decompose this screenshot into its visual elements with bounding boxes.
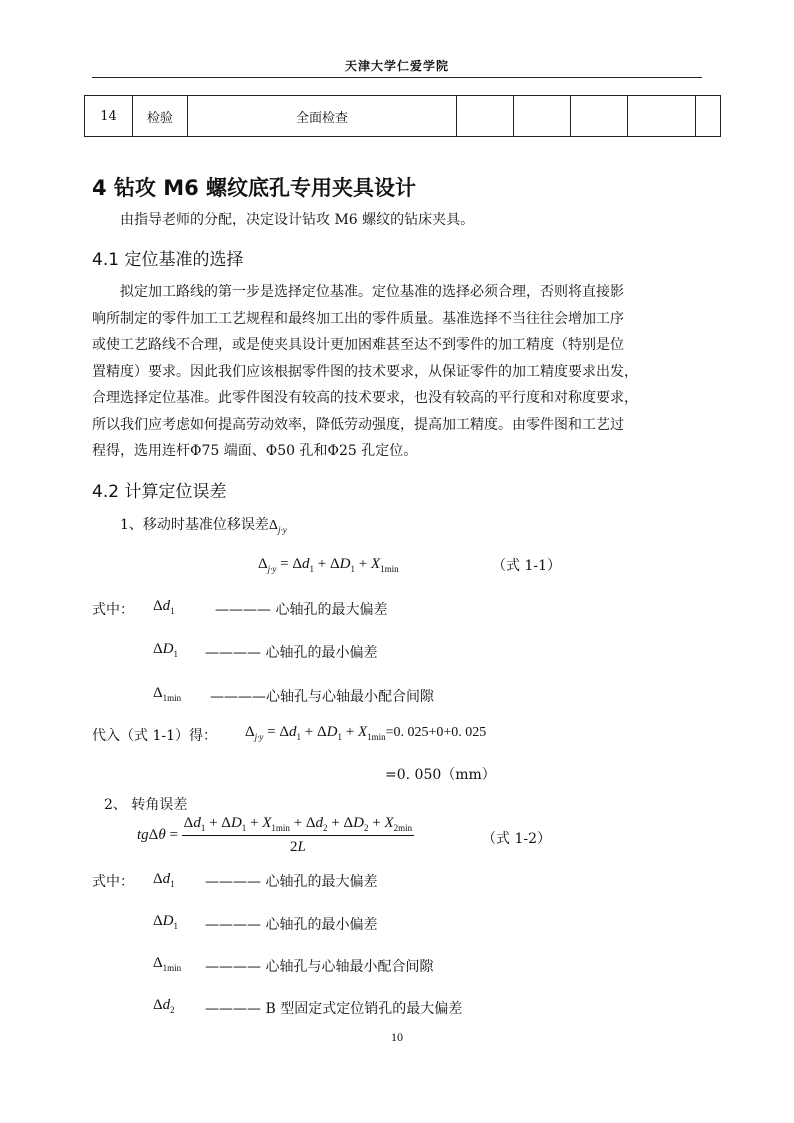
symbol-delta-D1: $\Delta D_1$ <box>153 913 178 931</box>
substitution-prefix: 代入（式 1-1）得： <box>92 728 217 744</box>
table-cell-empty <box>457 96 514 137</box>
table-cell-empty <box>696 96 721 137</box>
symbol-delta-D1: $\Delta D_1$ <box>153 641 178 659</box>
section-4-title: 4 钻攻 M6 螺纹底孔专用夹具设计 <box>92 176 417 200</box>
definition-line: ———— B 型固定式定位销孔的最大偏差 <box>205 1001 463 1017</box>
item-1-text: 1、移动时基准位移误差 <box>120 517 269 533</box>
substitution-equation: $\Delta_{j\cdot y} = \Delta d_1 + \Delta D_1 + X_{1min}=0$. 025+0+0. 025 <box>245 724 487 742</box>
header-rule <box>92 77 702 78</box>
definition-line: ———— 心轴孔的最大偏差 <box>215 602 388 618</box>
definition-line: ———— 心轴孔与心轴最小配合间隙 <box>205 959 434 975</box>
where-label-1: 式中： <box>92 602 134 618</box>
paragraph-line: 程得，选用连杆Φ75 端面、Φ50 孔和Φ25 孔定位。 <box>92 443 418 459</box>
result-value: =0. 050（mm） <box>385 767 496 783</box>
equation-1: $\Delta_{j\cdot y} = \Delta d_1 + \Delta D_1 + X_{1min}$ <box>258 556 399 574</box>
symbol-delta-d1: $\Delta d_1$ <box>153 871 175 889</box>
symbol-delta-d1: $\Delta d_1$ <box>153 598 175 616</box>
page-number: 10 <box>391 1030 403 1044</box>
paragraph-line: 或使工艺路线不合理，或是使夹具设计更加困难甚至达不到零件的加工精度（特别是位 <box>92 337 624 353</box>
item-2-line: 2、 转角误差 <box>104 797 188 813</box>
symbol-delta-1min: $\Delta_{1min}$ <box>153 685 182 703</box>
table-row <box>85 96 721 137</box>
section-4-1-title: 4.1 定位基准的选择 <box>92 250 244 270</box>
symbol-delta-1min: $\Delta_{1min}$ <box>153 955 182 973</box>
equation-2-label: （式 1-2） <box>482 831 551 847</box>
page-header-title: 天津大学仁爱学院 <box>344 59 449 73</box>
table-cell-empty <box>571 96 628 137</box>
paragraph-line: 响所制定的零件加工工艺规程和最终加工出的零件质量。基准选择不当往往会增加工序 <box>92 310 624 327</box>
paragraph-line: 合理选择定位基准。此零件图没有较高的技术要求，也没有较高的平行度和对称度要求， <box>92 390 638 406</box>
definition-line: ———— 心轴孔的最小偏差 <box>205 645 378 661</box>
table-cell-name: 检验 <box>133 96 188 137</box>
definition-line: ———— 心轴孔的最大偏差 <box>205 874 378 890</box>
table-cell-empty <box>628 96 696 137</box>
process-table <box>84 95 721 137</box>
paragraph-line: 拟定加工路线的第一步是选择定位基准。定位基准的选择必须合理，否则将直接影 <box>120 284 624 300</box>
substitution-value: =0. 025+0+0. 025 <box>385 725 487 740</box>
equation-2-fraction: $\frac{\Delta d_1 + \Delta D_1 + X_{1min} + \Delta d_2 + \Delta D_2 + X_{2min}}{2L}$ <box>183 815 413 855</box>
delta-symbol: $\Delta_{j\cdot y}$ <box>268 518 287 535</box>
section-4-2-title: 4.2 计算定位误差 <box>92 482 227 502</box>
paragraph-line: 置精度）要求。因此我们应该根据零件图的技术要求，从保证零件的加工精度要求出发， <box>92 363 638 380</box>
table-cell-content: 全面检查 <box>188 96 457 137</box>
section-4-1-body <box>92 279 732 465</box>
section-4-intro: 由指导老师的分配，决定设计钻攻 M6 螺纹的钻床夹具。 <box>120 212 475 228</box>
definition-line: ———— 心轴孔的最小偏差 <box>205 917 378 933</box>
definition-line: ————心轴孔与心轴最小配合间隙 <box>210 689 434 705</box>
equation-2: tgΔθ = $\frac{\Delta d_1 + \Delta D_1 + X_{1min} + \Delta d_2 + \Delta D_2 + X_{2min}}{2L}$ <box>137 815 413 855</box>
where-label-2: 式中： <box>92 874 134 890</box>
symbol-delta-d2: $\Delta d_2$ <box>153 997 175 1015</box>
item-1-line <box>120 512 287 543</box>
equation-1-label: （式 1-1） <box>492 558 561 574</box>
table-cell-number: 14 <box>85 96 133 137</box>
paragraph-line: 所以我们应考虑如何提高劳动效率，降低劳动强度，提高加工精度。由零件图和工艺过 <box>92 416 624 433</box>
table-cell-empty <box>514 96 571 137</box>
